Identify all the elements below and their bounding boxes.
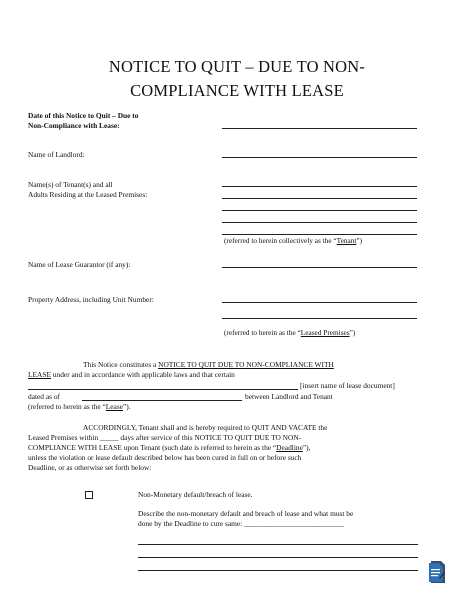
guarantor-label: Name of Lease Guarantor (if any):	[28, 260, 131, 269]
paragraph-2-line-5: Deadline, or as otherwise set forth below:	[28, 463, 152, 472]
tenant-definition-note: (referred to herein collectively as the “Tenant”)	[224, 236, 363, 245]
lease-name-field[interactable]	[28, 389, 298, 390]
tenant-field-4[interactable]	[222, 222, 417, 223]
tenant-field-2[interactable]	[222, 198, 417, 199]
tenant-field-3[interactable]	[222, 210, 417, 211]
document-title-line-1: NOTICE TO QUIT – DUE TO NON-	[108, 57, 366, 76]
date-field[interactable]	[222, 128, 417, 129]
address-label: Property Address, including Unit Number:	[28, 295, 154, 304]
paragraph-2-line-2: Leased Premises within _____ days after service of this NOTICE TO QUIT DUE TO NON-	[28, 433, 302, 442]
address-field-2[interactable]	[222, 318, 417, 319]
lease-name-hint: [insert name of lease document]	[300, 381, 395, 390]
paragraph-2-line-4: unless the violation or lease default described below has been cured in full on or before such	[28, 453, 302, 462]
describe-default-line-1: Describe the non-monetary default and breach of lease and what must be	[138, 509, 354, 518]
cure-description-field-2[interactable]	[138, 557, 418, 558]
address-field-1[interactable]	[222, 302, 417, 303]
lease-date-field[interactable]	[82, 400, 242, 401]
paragraph-2-line-3: COMPLIANCE WITH LEASE upon Tenant (such date is referred to herein as the “Deadline”),	[28, 443, 311, 452]
tenant-field-5[interactable]	[222, 234, 417, 235]
landlord-label: Name of Landlord:	[28, 150, 85, 159]
document-brand-icon	[428, 560, 446, 584]
paragraph-1-line-1: This Notice constitutes a NOTICE TO QUIT DUE TO NON-COMPLIANCE WITH	[83, 360, 334, 369]
non-monetary-default-label: Non-Monetary default/breach of lease.	[138, 490, 253, 499]
describe-default-line-2: done by the Deadline to cure same: ___________________________	[138, 519, 344, 528]
non-monetary-default-checkbox[interactable]	[85, 491, 93, 499]
lease-definition-note: (referred to herein as the “Lease”).	[28, 402, 131, 411]
paragraph-2-line-1: ACCORDINGLY, Tenant shall and is hereby required to QUIT AND VACATE the	[83, 423, 328, 432]
paragraph-1-line-2: LEASE under and in accordance with applicable laws and that certain	[28, 370, 235, 379]
document-title-line-2: COMPLIANCE WITH LEASE	[130, 81, 344, 100]
date-label-line-1: Date of this Notice to Quit – Due to	[28, 111, 139, 120]
dated-as-of-label: dated as of	[28, 392, 61, 401]
date-label-line-2: Non-Compliance with Lease:	[28, 121, 120, 130]
premises-definition-note: (referred to herein as the “Leased Premises”)	[224, 328, 356, 337]
between-parties-text: between Landlord and Tenant	[245, 392, 333, 401]
cure-description-field-1[interactable]	[138, 544, 418, 545]
landlord-field[interactable]	[222, 157, 417, 158]
tenants-label-line-1: Name(s) of Tenant(s) and all	[28, 180, 113, 189]
cure-description-field-3[interactable]	[138, 570, 418, 571]
tenants-label-line-2: Adults Residing at the Leased Premises:	[28, 190, 148, 199]
tenant-field-1[interactable]	[222, 186, 417, 187]
guarantor-field[interactable]	[222, 267, 417, 268]
